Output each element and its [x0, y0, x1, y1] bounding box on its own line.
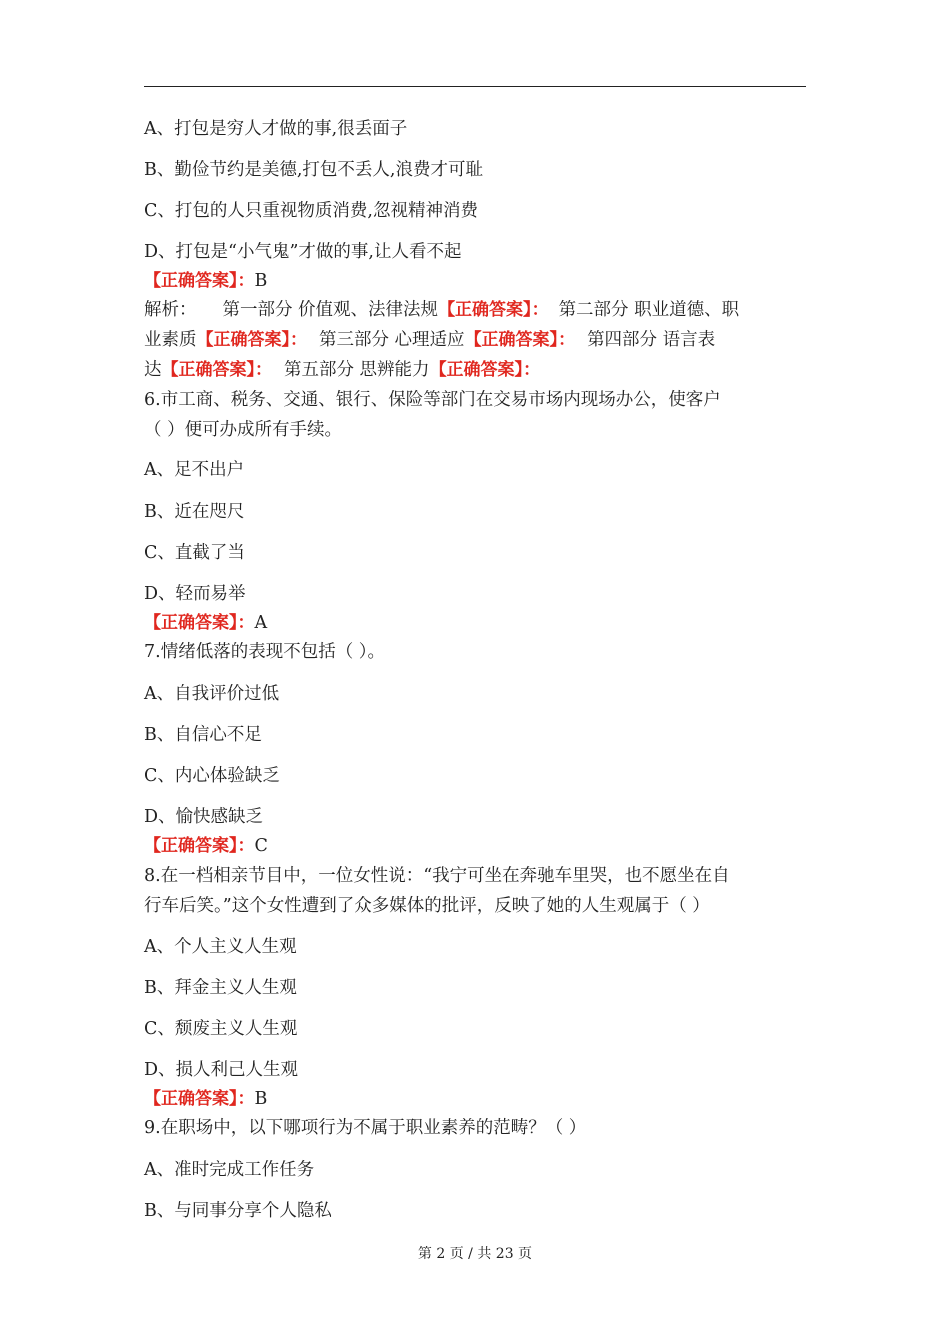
- answer-colon: ：: [237, 836, 255, 856]
- analysis-part-2a: 第二部分 职业道德、职: [558, 300, 740, 320]
- answer-colon: ：: [290, 330, 307, 350]
- answer-label: 【正确答案】: [144, 1089, 238, 1109]
- q6-stem-line-1: 6.市工商、税务、交通、银行、保险等部门在交易市场内现场办公，使客户: [144, 390, 721, 410]
- answer-colon: ：: [237, 271, 255, 291]
- q8-stem-line-1: 8.在一档相亲节目中，一位女性说：“我宁可坐在奔驰车里哭，也不愿坐在自: [144, 866, 730, 886]
- analysis-part-1: 第一部分 价值观、法律法规: [222, 300, 439, 320]
- q7-option-a: A、自我评价过低: [144, 684, 280, 704]
- analysis-prefix: 解析：: [144, 300, 197, 320]
- q9-option-b: B、与同事分享个人隐私: [144, 1201, 332, 1221]
- q5-option-d: D、打包是“小气鬼”才做的事,让人看不起: [144, 242, 462, 262]
- q8-option-d: D、损人利己人生观: [144, 1060, 299, 1080]
- answer-label: 【正确答案】: [144, 836, 238, 856]
- q7-option-b: B、自信心不足: [144, 725, 262, 745]
- q6-answer: [144, 611, 267, 635]
- q8-option-a: A、个人主义人生观: [144, 937, 297, 957]
- q6-option-c: C、直截了当: [144, 543, 245, 563]
- analysis-line-3: [144, 358, 540, 382]
- q6-option-d: D、轻而易举: [144, 584, 246, 604]
- answer-label: 【正确答案】: [464, 330, 559, 350]
- q8-option-b: B、拜金主义人生观: [144, 978, 297, 998]
- analysis-part-5: 第五部分 思辨能力: [284, 360, 430, 380]
- answer-label: 【正确答案】: [429, 360, 524, 380]
- q5-option-b: B、勤俭节约是美德,打包不丢人,浪费才可耻: [144, 160, 483, 180]
- answer-colon: ：: [523, 360, 541, 380]
- q5-answer: [144, 269, 267, 293]
- answer-colon: ：: [237, 1089, 255, 1109]
- analysis-part-4a: 第四部分 语言表: [587, 330, 716, 350]
- analysis-part-2b: 业素质: [144, 330, 197, 350]
- answer-label: 【正确答案】: [144, 271, 238, 291]
- answer-label: 【正确答案】: [438, 300, 532, 320]
- q8-stem-line-2: 行车后笑。”这个女性遭到了众多媒体的批评，反映了她的人生观属于（ ）: [144, 896, 710, 916]
- q7-option-d: D、愉快感缺乏: [144, 807, 264, 827]
- answer-label: 【正确答案】: [161, 360, 255, 380]
- answer-colon: ：: [531, 300, 549, 320]
- analysis-part-3: 第三部分 心理适应: [319, 330, 465, 350]
- analysis-line-2: [144, 328, 715, 352]
- answer-label: 【正确答案】: [144, 613, 238, 633]
- q9-stem: 9.在职场中，以下哪项行为不属于职业素养的范畴？（ ）: [144, 1118, 587, 1138]
- q9-option-a: A、准时完成工作任务: [144, 1160, 315, 1180]
- q7-stem: 7.情绪低落的表现不包括（ ）。: [144, 642, 386, 662]
- answer-value: C: [254, 836, 268, 856]
- q7-answer: [144, 834, 268, 858]
- analysis-line-1: [144, 298, 739, 322]
- q6-stem-line-2: （ ）便可办成所有手续。: [144, 420, 343, 440]
- answer-label: 【正确答案】: [196, 330, 290, 350]
- answer-value: B: [254, 1089, 268, 1109]
- answer-colon: ：: [558, 330, 576, 350]
- q5-option-c: C、打包的人只重视物质消费,忽视精神消费: [144, 201, 478, 221]
- q5-option-a: A、打包是穷人才做的事,很丢面子: [144, 119, 408, 139]
- q6-option-a: A、足不出户: [144, 460, 245, 480]
- analysis-part-4b: 达: [144, 360, 162, 380]
- answer-colon: ：: [237, 613, 255, 633]
- page-number-footer: 第 2 页 / 共 23 页: [417, 1246, 533, 1262]
- q8-option-c: C、颓废主义人生观: [144, 1019, 298, 1039]
- q6-option-b: B、近在咫尺: [144, 502, 245, 522]
- answer-colon: ：: [255, 360, 272, 380]
- answer-value: A: [254, 613, 268, 633]
- q8-answer: [144, 1087, 267, 1111]
- q7-option-c: C、内心体验缺乏: [144, 766, 280, 786]
- answer-value: B: [254, 271, 268, 291]
- header-rule: [144, 86, 806, 87]
